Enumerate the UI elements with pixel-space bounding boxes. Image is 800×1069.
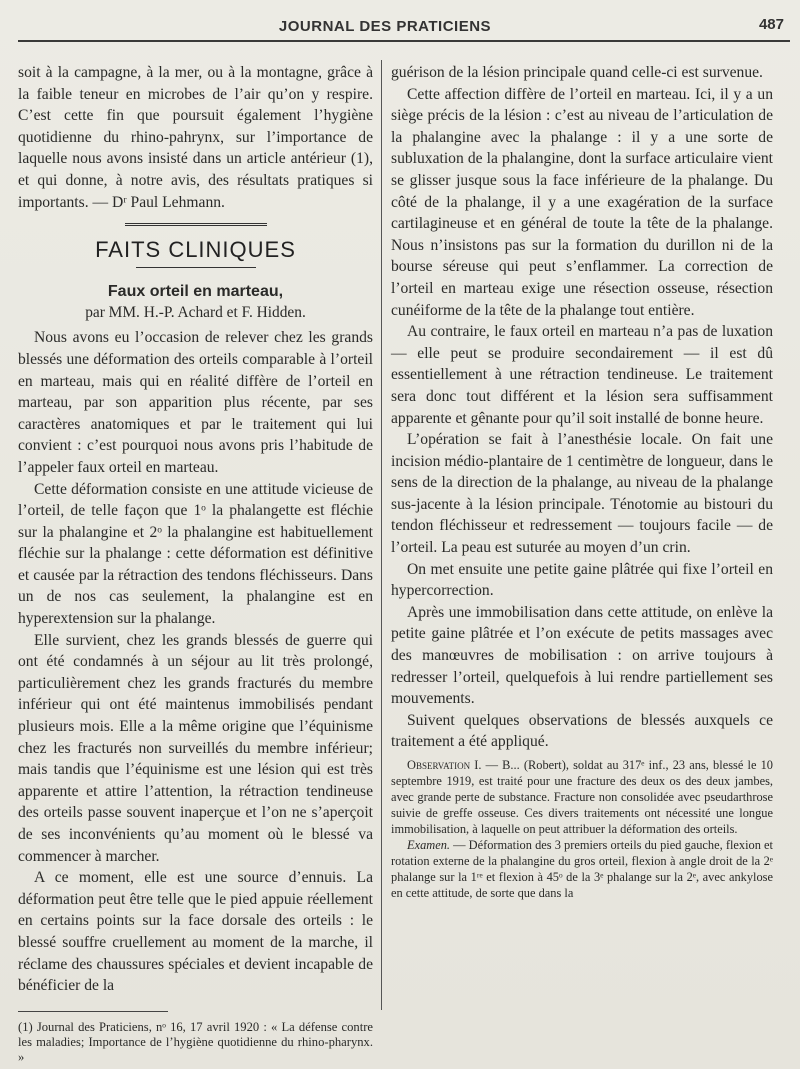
- page-number: 487: [758, 16, 784, 33]
- body-paragraph: Nous avons eu l’occasion de relever chez les grands blessés une déformation des orteils comparable à l’orteil en marteau, mais qui en réalité diffère de l’orteil en marteau, par son apparition plus récente, par ses caractères anatomiques et par le traitement qui lui convient : c’est pourquoi nous avons pris l’habitude de l’appeler faux orteil en marteau.: [18, 329, 373, 476]
- section-ornament-rule: [125, 223, 267, 229]
- footnote: (1) Journal des Praticiens, nᵒ 16, 17 avril 1920 : « La défense contre les maladies; Importance de l’hygiène quotidienne du rhino-pharynx. »: [18, 1019, 373, 1064]
- observation-paragraph: [391, 757, 773, 837]
- body-paragraph: Suivent quelques observations de blessés auxquels ce traitement a été appliqué.: [391, 711, 773, 751]
- header-rule: [18, 40, 790, 42]
- footnote-rule: [18, 1011, 168, 1012]
- exam-paragraph: [391, 837, 773, 901]
- section-underline: [136, 267, 256, 268]
- body-paragraph: Cette affection diffère de l’orteil en marteau. Ici, il y a un siège précis de la lésion : c’est au niveau de l’articulation de la phalangine avec la phalange : il y a une sorte de subluxation de la phalangine, dont la surface articulaire vient se glisser jusque sous la face inférieure de la phalange. Du côté de la phalange, il y a une exagération de la surface cartilagineuse et en général de toute la tête de la phalange. Nous n’insistons pas sur la formation du durillon ni de la bourse séreuse qui peut s’enflammer. La correction de l’orteil en marteau exige une résection osseuse, résection cunéiforme de la tête de la phalange tout entière.: [391, 85, 773, 319]
- continuation-paragraph: soit à la campagne, à la mer, ou à la montagne, grâce à la faible teneur en microbes de l’air qu’on y respire. C’est cette fin que poursuit également l’hygiène quotidienne du rhino-pahrynx, sur l’importance de laquelle nous avons insisté dans un article antérieur (1), et qui donne, à notre avis, des résultats pratiques si importants. — Dʳ Paul Lehmann.: [18, 64, 373, 211]
- running-header: [0, 16, 800, 40]
- article-title: Faux orteil en marteau,: [107, 282, 284, 300]
- left-column: [18, 62, 373, 1065]
- body-paragraph: guérison de la lésion principale quand celle-ci est survenue.: [391, 64, 763, 81]
- body-paragraph: A ce moment, elle est une source d’ennuis. La déformation peut être telle que le pied appuie réellement en certains points sur la face dorsale des orteils : le blessé souffre cruellement au moment de la marche, il réclame des chaussures spéciales et devient incapable de bénéficier de la: [18, 869, 373, 995]
- observation-label: Observation I.: [407, 758, 482, 772]
- body-paragraph: L’opération se fait à l’anesthésie locale. On fait une incision médio-plantaire de 1 centimètre de longueur, dans le sens de la direction de la phalange, au niveau de la phalange sus-jacente à la lésion principale. Ténotomie au bistouri du tendon fléchisseur et redressement — toujours facile — de l’orteil. La peau est suturée au moyen d’un crin.: [391, 431, 773, 557]
- body-paragraph: Au contraire, le faux orteil en marteau n’a pas de luxation — elle peut se produire secondairement — il est dû essentiellement à une rétraction tendineuse. Le traitement sera donc tout différent et la lésion sera suffisamment apparente et gênante pour qu’il soit installé de bonne heure.: [391, 323, 773, 427]
- body-paragraph: On met ensuite une petite gaine plâtrée qui fixe l’orteil en hypercorrection.: [391, 560, 773, 600]
- body-paragraph: Après une immobilisation dans cette attitude, on enlève la petite gaine plâtrée et l’on exécute de petits massages avec des manœuvres de mobilisation : on arrive toujours à redresser l’orteil, quelquefois à lui rendre partiellement ses mouvements.: [391, 603, 773, 708]
- body-paragraph: Elle survient, chez les grands blessés de guerre qui ont été condamnés à un séjour au lit très prolongé, particulièrement chez les grands fracturés du membre inférieur qui ont été maintenus immobilisés pendant plusieurs mois. Elle a la même origine que l’équinisme chez les fracturés non surveillés du membre inférieur; mais tandis que l’équinisme est une lésion qui est très apparente et attire l’attention, la rétraction tendineuse des orteils passe souvent inaperçue et l’on ne s’aperçoit de ses inconvénients qu’au moment où le blessé va commencer à marcher.: [18, 631, 373, 865]
- article-authors: par MM. H.-P. Achard et F. Hidden.: [85, 303, 306, 321]
- right-column: [391, 62, 773, 901]
- journal-title: JOURNAL DES PRATICIENS: [278, 18, 492, 35]
- body-paragraph: Cette déformation consiste en une attitude vicieuse de l’orteil, de telle façon que 1ᵒ la phalangette est fléchie sur la phalangine et 2ᵒ la phalangine est habituellement fléchie sur la phalange : cette déformation est définitive et causée par la rétraction des tendons fléchisseurs. Dans un de nos cas seulement, la phalangine est en hyperextension sur la phalange.: [18, 480, 373, 628]
- exam-label: Examen.: [407, 838, 451, 852]
- observation-text: — B... (Robert), soldat au 317ᵉ inf., 23 ans, blessé le 10 septembre 1919, est traité pour une fracture des deux os des deux jambes, avec grande perte de substance. Fracture non consolidée avec pseudarthrose suivie de greffe osseuse. Ces divers traitements ont nécessité une longue immobilisation, à laquelle on peut attribuer la déformation des orteils.: [391, 758, 773, 836]
- column-divider: [381, 60, 382, 1010]
- section-title: FAITS CLINIQUES: [95, 237, 296, 263]
- exam-text: — Déformation des 3 premiers orteils du pied gauche, flexion et rotation externe de la phalangine du gros orteil, flexion à angle droit de la 2ᵉ phalange sur la 1ʳᵉ et flexion à 45ᵒ de la 3ᵉ phalange sur la 2ᵉ, avec ankylose en cette attitude, de sorte que dans la: [391, 838, 773, 900]
